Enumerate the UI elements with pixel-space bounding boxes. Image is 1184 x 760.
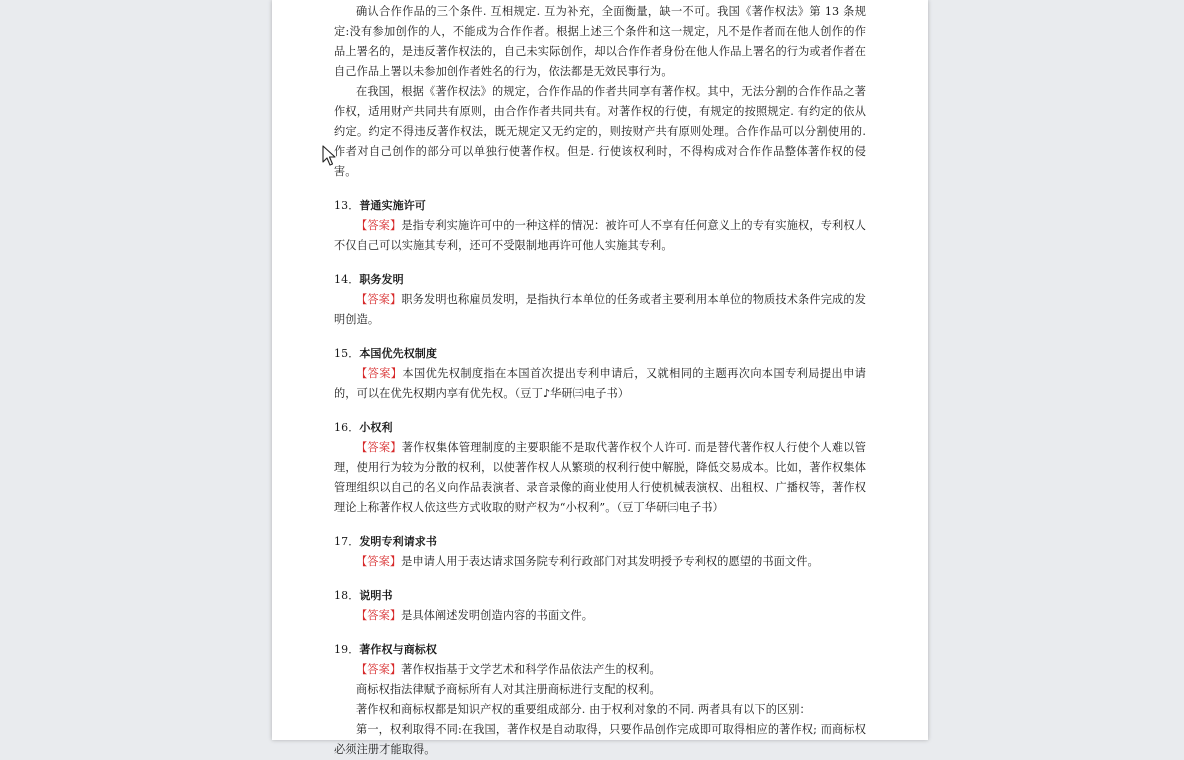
- entry-term: 说明书: [359, 589, 393, 602]
- answer-tag: 【答案】: [356, 219, 402, 232]
- entry-answer: [334, 438, 866, 518]
- entry-title: [334, 344, 866, 364]
- entry-term: 普通实施许可: [359, 199, 426, 212]
- answer-text: 职务发明也称雇员发明，是指执行本单位的任务或者主要利用本单位的物质技术条件完成的发明创造。: [334, 293, 866, 326]
- entry-answer: [334, 606, 866, 626]
- entry-17: [334, 532, 866, 572]
- entry-13: [334, 196, 866, 256]
- entry-extra-paragraph: 著作权和商标权都是知识产权的重要组成部分. 由于权利对象的不同. 两者具有以下的区别：: [356, 703, 811, 716]
- answer-text: 本国优先权制度指在本国首次提出专利申请后，又就相同的主题再次向本国专利局提出申请的，可以在优先权期内享有优先权。（豆丁♪华研㈢电子书）: [334, 367, 866, 400]
- intro-paragraph-2: 在我国，根据《著作权法》的规定，合作作品的作者共同享有著作权。其中，无法分割的合作作品之著作权，适用财产共同共有原则，由合作作者共同共有。对著作权的行使，有规定的按照规定. 有约定的依从约定。约定不得违反著作权法，既无规定又无约定的，则按财产共有原则处理。合作作品可以分割使用的. 作者对自己创作的部分可以单独行使著作权。但是. 行使该权利时，不得构成对合作作品整体著作权的侵害。: [334, 85, 866, 178]
- entry-answer: [334, 364, 866, 404]
- answer-tag: 【答案】: [356, 609, 402, 622]
- entry-number: 14．: [334, 273, 360, 286]
- entry-title: [334, 196, 866, 216]
- entry-answer: [334, 290, 866, 330]
- entry-number: 19．: [334, 643, 360, 656]
- entry-16: [334, 418, 866, 518]
- answer-text: 是申请人用于表达请求国务院专利行政部门对其发明授予专利权的愿望的书面文件。: [401, 555, 819, 568]
- intro-paragraph-1: 确认合作作品的三个条件. 互相规定. 互为补充，全面衡量，缺一不可。我国《著作权法》第 13 条规定:没有参加创作的人，不能成为合作作者。根据上述三个条件和这一规定，凡不是作者而在他人创作的作品上署名的，是违反著作权法的，自己未实际创作，却以合作作者身份在他人作品上署名的行为或者作者在自己作品上署以未参加创作者姓名的行为，依法都是无效民事行为。: [334, 5, 866, 78]
- answer-text: 是具体阐述发明创造内容的书面文件。: [401, 609, 594, 622]
- entry-number: 18．: [334, 589, 360, 602]
- entry-number: 17．: [334, 535, 360, 548]
- document-page: [272, 0, 928, 756]
- entry-answer: [334, 216, 866, 256]
- entry-19: [334, 640, 866, 760]
- entry-term: 职务发明: [359, 273, 404, 286]
- entry-14: [334, 270, 866, 330]
- answer-tag: 【答案】: [356, 293, 402, 306]
- entry-title: [334, 586, 866, 606]
- answer-text: 著作权指基于文学艺术和科学作品依法产生的权利。: [401, 663, 661, 676]
- entry-term: 发明专利请求书: [359, 535, 438, 548]
- answer-text: 著作权集体管理制度的主要职能不是取代著作权个人许可. 而是替代著作权人行使个人难以管理，使用行为较为分散的权利，以使著作权人从繁琐的权利行使中解脱，降低交易成本。比如，著作权集体管理组织以自己的名义向作品表演者、录音录像的商业使用人行使机械表演权、出租权、广播权等，著作权理论上称著作权人依这些方式收取的财产权为“小权利”。（豆丁华研㈢电子书）: [334, 441, 866, 514]
- entry-18: [334, 586, 866, 626]
- entry-answer: [334, 552, 866, 572]
- answer-text: 是指专利实施许可中的一种这样的情况：被许可人不享有任何意义上的专有实施权，专利权人不仅自己可以实施其专利，还可不受限制地再许可他人实施其专利。: [334, 219, 866, 252]
- entry-answer: [334, 660, 866, 680]
- answer-tag: 【答案】: [356, 367, 403, 380]
- entry-term: 本国优先权制度: [359, 347, 438, 360]
- answer-tag: 【答案】: [356, 441, 402, 454]
- answer-tag: 【答案】: [356, 663, 402, 676]
- entry-extra-paragraph: 商标权指法律赋予商标所有人对其注册商标进行支配的权利。: [356, 683, 661, 696]
- entry-title: [334, 270, 866, 290]
- entry-title: [334, 418, 866, 438]
- entry-number: 16．: [334, 421, 360, 434]
- page-content: [334, 2, 866, 760]
- answer-tag: 【答案】: [356, 555, 402, 568]
- entry-title: [334, 532, 866, 552]
- entry-title: [334, 640, 866, 660]
- entry-extra-paragraph: 第一，权利取得不同:在我国，著作权是自动取得，只要作品创作完成即可取得相应的著作权; 而商标权必须注册才能取得。: [334, 723, 866, 756]
- entry-15: [334, 344, 866, 404]
- entry-term: 著作权与商标权: [359, 643, 438, 656]
- entry-number: 13．: [334, 199, 360, 212]
- entry-number: 15．: [334, 347, 360, 360]
- mouse-pointer-icon: [322, 145, 336, 167]
- entry-term: 小权利: [359, 421, 393, 434]
